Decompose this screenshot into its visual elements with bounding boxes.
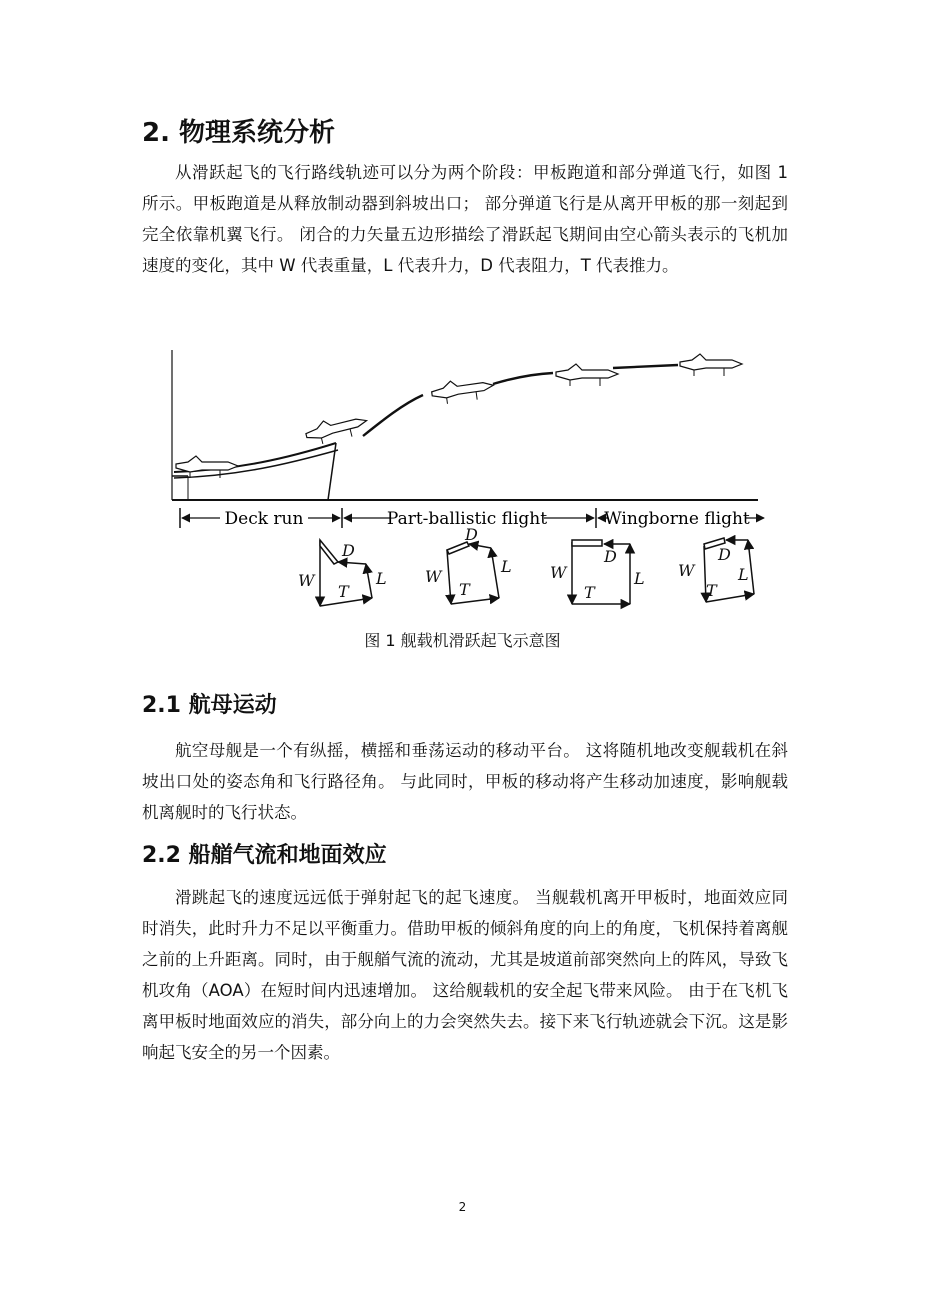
aircraft-5 — [680, 354, 742, 376]
force-polygon-3 — [550, 540, 645, 604]
force-label-w-1: W — [298, 571, 315, 590]
label-wingborne: Wingborne flight — [604, 509, 750, 529]
force-label-t-1: T — [338, 582, 349, 601]
subsection-paragraph-2-1: 航空母舰是一个有纵摇，横摇和垂荡运动的移动平台。 这将随机地改变舰载机在斜坡出口处的姿态角和飞行路径角。 与此同时，甲板的移动将产生移动加速度，影响舰载机离舰时的飞行状态。 — [142, 741, 788, 822]
label-part-ballistic: Part-ballistic flight — [386, 509, 548, 529]
ship-deck — [172, 350, 758, 500]
subsection-title-2-1: 2.1 航母运动 — [142, 693, 277, 718]
subsection-paragraph-2-2: 滑跳起飞的速度远远低于弹射起飞的起飞速度。 当舰载机离开甲板时，地面效应同时消失，此时升力不足以平衡重力。借助甲板的倾斜角度的向上的角度，飞机保持着离舰之前的上升距离。同时，由于舰艏气流的流动，尤其是坡道前部突然向上的阵风，导致飞机攻角（AOA）在短时间内迅速增加。 这给舰载机的安全起飞带来风险。 由于在飞机飞离甲板时地面效应的消失，部分向上的力会突然失去。接下来飞行轨迹就会下沉。这是影响起飞安全的另一个因素。 — [142, 888, 788, 1062]
ski-jump-diagram — [168, 340, 768, 615]
force-label-t-4: T — [706, 581, 717, 600]
aircraft-2 — [304, 411, 369, 447]
force-label-l-4: L — [738, 565, 749, 584]
force-label-d-1: D — [342, 541, 355, 560]
aircraft-3 — [431, 375, 495, 405]
force-label-w-3: W — [550, 563, 567, 582]
force-label-d-4: D — [718, 545, 731, 564]
force-label-l-3: L — [634, 569, 645, 588]
force-label-l-1: L — [376, 569, 387, 588]
aircraft-1 — [176, 456, 238, 478]
force-label-d-3: D — [604, 547, 617, 566]
force-label-w-2: W — [425, 567, 442, 586]
force-label-t-3: T — [584, 583, 595, 602]
page-number: 2 — [458, 1200, 467, 1214]
label-deck-run: Deck run — [224, 509, 304, 529]
section-title: 2. 物理系统分析 — [142, 118, 336, 148]
aircraft-4 — [556, 364, 618, 386]
force-polygon-2 — [425, 525, 512, 604]
force-label-l-2: L — [501, 557, 512, 576]
force-label-t-2: T — [459, 580, 470, 599]
subsection-title-2-2: 2.2 船艏气流和地面效应 — [142, 843, 387, 868]
figure-caption: 图 1 舰载机滑跃起飞示意图 — [364, 631, 561, 650]
section-paragraph: 从滑跃起飞的飞行路线轨迹可以分为两个阶段：甲板跑道和部分弹道飞行，如图 1 所示。甲板跑道是从释放制动器到斜坡出口； 部分弹道飞行是从离开甲板的那一刻起到完全依靠机翼飞行。 闭合的力矢量五边形描绘了滑跃起飞期间由空心箭头表示的飞机加速度的变化，其中 W 代表重量，L 代表升力，D 代表阻力，T 代表推力。 — [142, 163, 788, 275]
flight-path — [363, 365, 678, 436]
force-label-w-4: W — [678, 561, 695, 580]
ski-jump-figure — [168, 340, 768, 615]
force-label-d-2: D — [465, 525, 478, 544]
force-polygon-1 — [298, 540, 387, 606]
force-polygon-4 — [678, 538, 754, 602]
